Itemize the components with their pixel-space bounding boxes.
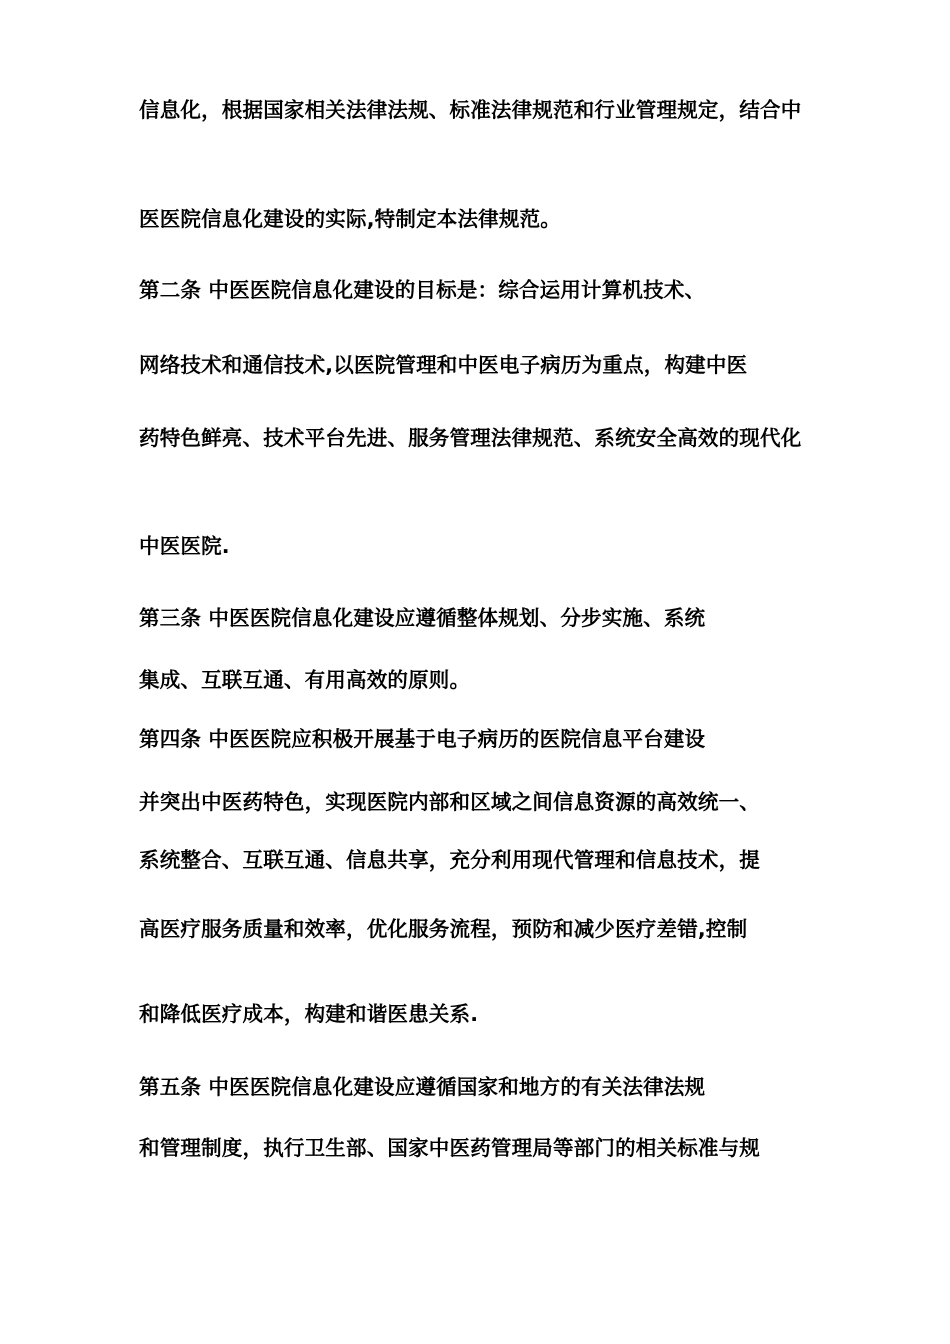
article-2-line-1: 第二条 中医医院信息化建设的目标是：综合运用计算机技术、 (139, 278, 706, 302)
article-5-line-2: 和管理制度，执行卫生部、国家中医药管理局等部门的相关标准与规 (139, 1136, 760, 1160)
article-4-line-5: 和降低医疗成本，构建和谐医患关系. (139, 1002, 479, 1026)
article-4-line-4: 高医疗服务质量和效率，优化服务流程，预防和减少医疗差错,控制 (139, 917, 748, 941)
article-4-line-1: 第四条 中医医院应积极开展基于电子病历的医院信息平台建设 (139, 727, 706, 751)
article-2-line-4: 中医医院. (139, 534, 230, 558)
article-3-line-2: 集成、互联互通、有用高效的原则。 (139, 668, 471, 692)
article-4-line-2: 并突出中医药特色，实现医院内部和区域之间信息资源的高效统一、 (139, 790, 760, 814)
paragraph-line-2: 医医院信息化建设的实际,特制定本法律规范。 (139, 207, 561, 231)
article-3-line-1: 第三条 中医医院信息化建设应遵循整体规划、分步实施、系统 (139, 606, 706, 630)
article-5-line-1: 第五条 中医医院信息化建设应遵循国家和地方的有关法律法规 (139, 1075, 706, 1099)
paragraph-line-1: 信息化，根据国家相关法律法规、标准法律规范和行业管理规定，结合中 (139, 98, 802, 122)
article-2-line-2: 网络技术和通信技术,以医院管理和中医电子病历为重点，构建中医 (139, 353, 748, 377)
article-2-line-3: 药特色鲜亮、技术平台先进、服务管理法律规范、系统安全高效的现代化 (139, 426, 802, 450)
article-4-line-3: 系统整合、互联互通、信息共享，充分利用现代管理和信息技术，提 (139, 848, 760, 872)
